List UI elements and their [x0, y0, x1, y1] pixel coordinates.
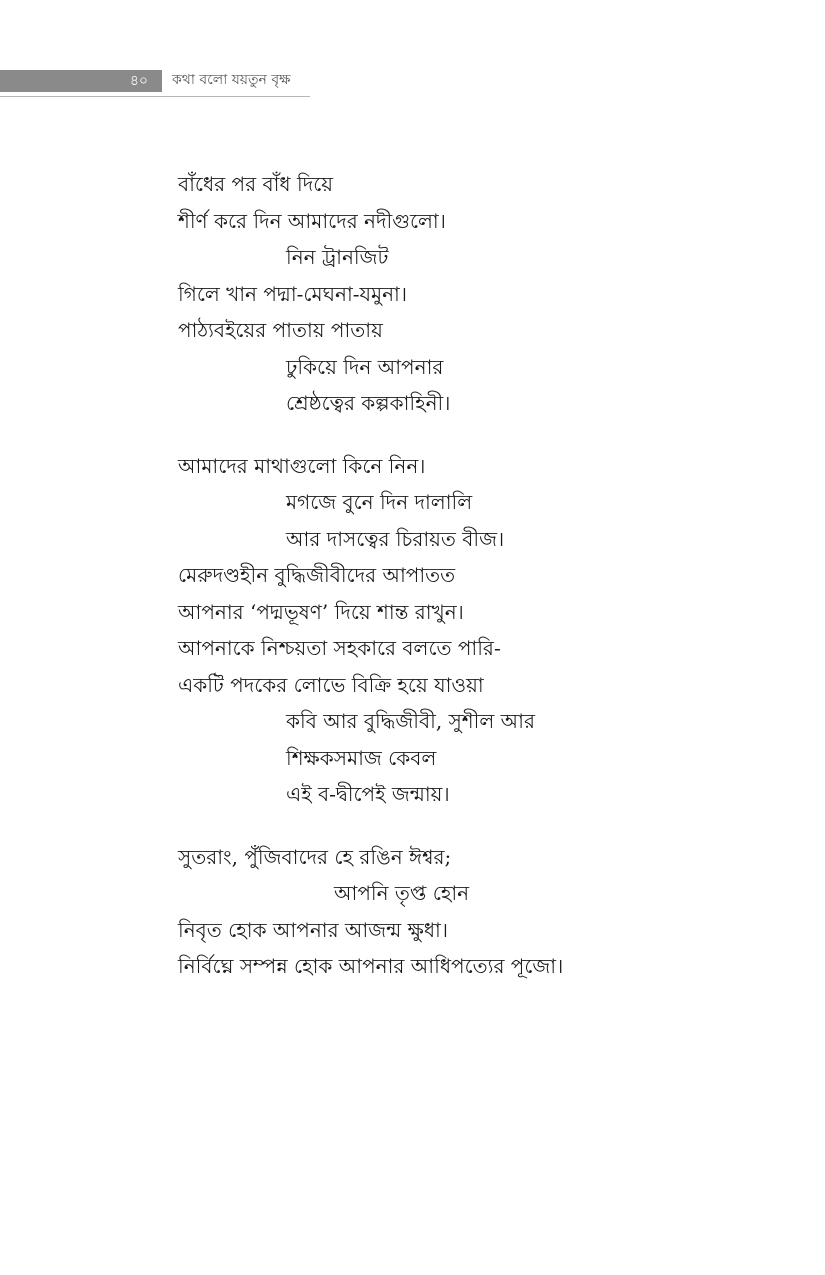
running-header: [0, 68, 310, 98]
poem-line: নির্বিঘ্নে সম্পন্ন হোক আপনার আধিপত্যের পূজো।: [178, 954, 564, 978]
poem-body: [178, 166, 778, 985]
poem-line: কবি আর বুদ্ধিজীবী, সুশীল আর: [286, 709, 535, 733]
poem-line: শ্রেষ্ঠত্বের কল্পকাহিনী।: [286, 391, 451, 415]
poem-line: এই ব-দ্বীপেই জন্মায়।: [286, 782, 450, 806]
poem-line: ঢুকিয়ে দিন আপনার: [286, 354, 444, 379]
book-title: কথা বলো যয়তুন বৃক্ষ: [172, 72, 291, 88]
header-rule: [0, 96, 310, 97]
poem-line: নিবৃত হোক আপনার আজন্ম ক্ষুধা।: [178, 917, 449, 942]
poem-line: আপনাকে নিশ্চয়তা সহকারে বলতে পারি-: [178, 636, 501, 660]
poem-line: সুতরাং, পুঁজিবাদের হে রঙিন ঈশ্বর;: [178, 844, 452, 869]
page-number: ৪০: [129, 73, 148, 89]
poem-line: আপনি তৃপ্ত হোন: [334, 881, 470, 905]
poem-line: বাঁধের পর বাঁধ দিয়ে: [178, 172, 334, 196]
stanza-gap: [178, 813, 778, 839]
poem-line: শীর্ণ করে দিন আমাদের নদীগুলো।: [178, 208, 446, 233]
poem-line: নিন ট্রানজিট: [286, 245, 389, 269]
poem-line: আর দাসত্বের চিরায়ত বীজ।: [286, 526, 505, 551]
stanza-3: [178, 839, 778, 985]
header-bar: [0, 70, 162, 92]
poem-line: আমাদের মাথাগুলো কিনে নিন।: [178, 453, 426, 478]
poem-line: গিলে খান পদ্মা-মেঘনা-যমুনা।: [178, 281, 408, 306]
stanza-2: [178, 448, 778, 813]
poem-line: আপনার ‘পদ্মভূষণ’ দিয়ে শান্ত রাখুন।: [178, 599, 464, 624]
stanza-gap: [178, 422, 778, 448]
stanza-1: [178, 166, 778, 422]
poem-line: শিক্ষকসমাজ কেবল: [286, 745, 437, 770]
poem-line: মেরুদণ্ডহীন বুদ্ধিজীবীদের আপাতত: [178, 563, 456, 587]
poem-line: পাঠ্যবইয়ের পাতায় পাতায়: [178, 318, 383, 342]
poem-line: মগজে বুনে দিন দালালি: [286, 490, 473, 514]
poem-line: একটি পদকের লোভে বিক্রি হয়ে যাওয়া: [178, 672, 484, 697]
